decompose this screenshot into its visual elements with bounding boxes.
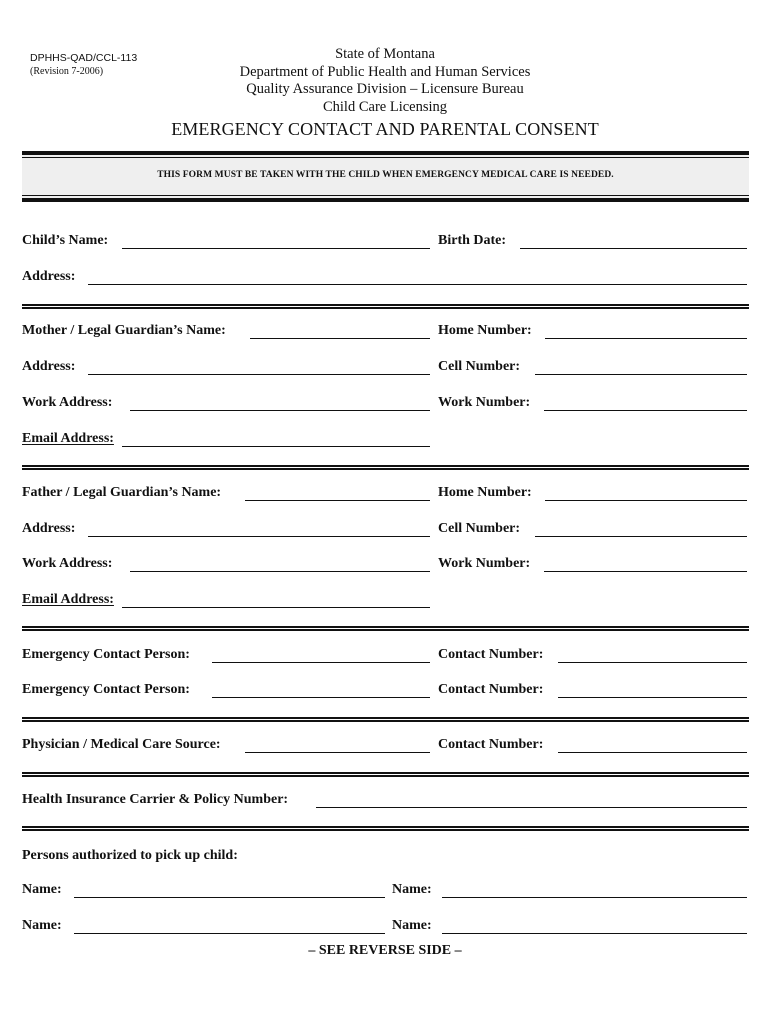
child-name-label: Child’s Name: bbox=[22, 233, 109, 248]
father-name-field[interactable] bbox=[245, 500, 430, 501]
mother-email-field[interactable] bbox=[122, 446, 430, 447]
header-program: Child Care Licensing bbox=[322, 98, 448, 115]
child-address-label: Address: bbox=[22, 269, 76, 284]
notice-box bbox=[22, 151, 749, 202]
mother-address-field[interactable] bbox=[88, 374, 430, 375]
mother-work-address-field[interactable] bbox=[130, 410, 430, 411]
document-title: EMERGENCY CONTACT AND PARENTAL CONSENT bbox=[171, 119, 599, 139]
header-department: Department of Public Health and Human Services bbox=[239, 63, 531, 80]
section-divider bbox=[22, 826, 749, 832]
mother-name-field[interactable] bbox=[250, 338, 430, 339]
section-divider bbox=[22, 304, 749, 310]
father-home-label: Home Number: bbox=[438, 485, 532, 500]
father-work-address-field[interactable] bbox=[130, 571, 430, 572]
emergency-contact-row-1 bbox=[0, 646, 770, 666]
pickup-name-label: Name: bbox=[22, 882, 62, 897]
insurance-field[interactable] bbox=[316, 807, 747, 808]
mother-email-label: Email Address: bbox=[22, 431, 114, 446]
pickup-name-field[interactable] bbox=[74, 933, 385, 934]
child-name-row bbox=[0, 232, 770, 252]
emergency-person-label: Emergency Contact Person: bbox=[22, 682, 190, 697]
agency-header bbox=[0, 46, 770, 116]
child-address-field[interactable] bbox=[88, 284, 747, 285]
father-work-number-label: Work Number: bbox=[438, 556, 531, 571]
insurance-label: Health Insurance Carrier & Policy Number: bbox=[22, 792, 289, 807]
mother-email-row bbox=[0, 430, 770, 450]
emergency-person-field[interactable] bbox=[212, 662, 430, 663]
father-email-row bbox=[0, 591, 770, 611]
mother-work-address-label: Work Address: bbox=[22, 395, 113, 410]
father-email-field[interactable] bbox=[122, 607, 430, 608]
father-work-number-field[interactable] bbox=[544, 571, 747, 572]
notice-text: THIS FORM MUST BE TAKEN WITH THE CHILD WHEN EMERGENCY MEDICAL CARE IS NEEDED. bbox=[157, 170, 614, 180]
father-cell-field[interactable] bbox=[535, 536, 747, 537]
father-address-field[interactable] bbox=[88, 536, 430, 537]
mother-address-label: Address: bbox=[22, 359, 76, 374]
physician-field[interactable] bbox=[245, 752, 430, 753]
mother-work-row bbox=[0, 394, 770, 414]
physician-number-field[interactable] bbox=[558, 752, 747, 753]
contact-number-field[interactable] bbox=[558, 697, 747, 698]
physician-label: Physician / Medical Care Source: bbox=[22, 737, 221, 752]
pickup-name-field[interactable] bbox=[442, 897, 747, 898]
contact-number-label: Contact Number: bbox=[438, 682, 544, 697]
pickup-heading: Persons authorized to pick up child: bbox=[22, 848, 238, 863]
birth-date-field[interactable] bbox=[520, 248, 747, 249]
pickup-name-label: Name: bbox=[392, 882, 432, 897]
pickup-row-2 bbox=[0, 917, 770, 937]
mother-cell-label: Cell Number: bbox=[438, 359, 521, 374]
section-divider bbox=[22, 717, 749, 723]
mother-work-number-label: Work Number: bbox=[438, 395, 531, 410]
pickup-row-1 bbox=[0, 881, 770, 901]
insurance-row bbox=[0, 791, 770, 811]
father-work-row bbox=[0, 555, 770, 575]
section-divider bbox=[22, 465, 749, 471]
form-number: DPHHS-QAD/CCL-113 bbox=[30, 52, 138, 64]
pickup-name-label: Name: bbox=[392, 918, 432, 933]
section-divider bbox=[22, 772, 749, 778]
emergency-contact-row-2 bbox=[0, 681, 770, 701]
father-name-label: Father / Legal Guardian’s Name: bbox=[22, 485, 222, 500]
contact-number-label: Contact Number: bbox=[438, 647, 544, 662]
birth-date-label: Birth Date: bbox=[438, 233, 507, 248]
mother-name-row bbox=[0, 322, 770, 342]
mother-address-row bbox=[0, 358, 770, 378]
see-reverse-side: – SEE REVERSE SIDE – bbox=[308, 943, 462, 958]
emergency-person-label: Emergency Contact Person: bbox=[22, 647, 190, 662]
physician-row bbox=[0, 736, 770, 756]
mother-work-number-field[interactable] bbox=[544, 410, 747, 411]
pickup-name-field[interactable] bbox=[74, 897, 385, 898]
father-email-label: Email Address: bbox=[22, 592, 114, 607]
child-address-row bbox=[0, 268, 770, 288]
father-address-row bbox=[0, 520, 770, 540]
father-name-row bbox=[0, 484, 770, 504]
mother-cell-field[interactable] bbox=[535, 374, 747, 375]
header-state: State of Montana bbox=[335, 46, 435, 62]
header-division: Quality Assurance Division – Licensure Bureau bbox=[246, 81, 524, 97]
pickup-name-field[interactable] bbox=[442, 933, 747, 934]
father-address-label: Address: bbox=[22, 521, 76, 536]
father-work-address-label: Work Address: bbox=[22, 556, 113, 571]
form-revision: (Revision 7-2006) bbox=[30, 66, 104, 77]
mother-name-label: Mother / Legal Guardian’s Name: bbox=[22, 323, 226, 338]
physician-number-label: Contact Number: bbox=[438, 737, 544, 752]
emergency-person-field[interactable] bbox=[212, 697, 430, 698]
child-name-field[interactable] bbox=[122, 248, 430, 249]
contact-number-field[interactable] bbox=[558, 662, 747, 663]
pickup-name-label: Name: bbox=[22, 918, 62, 933]
father-home-field[interactable] bbox=[545, 500, 747, 501]
mother-home-field[interactable] bbox=[545, 338, 747, 339]
father-cell-label: Cell Number: bbox=[438, 521, 521, 536]
mother-home-label: Home Number: bbox=[438, 323, 532, 338]
section-divider bbox=[22, 626, 749, 632]
